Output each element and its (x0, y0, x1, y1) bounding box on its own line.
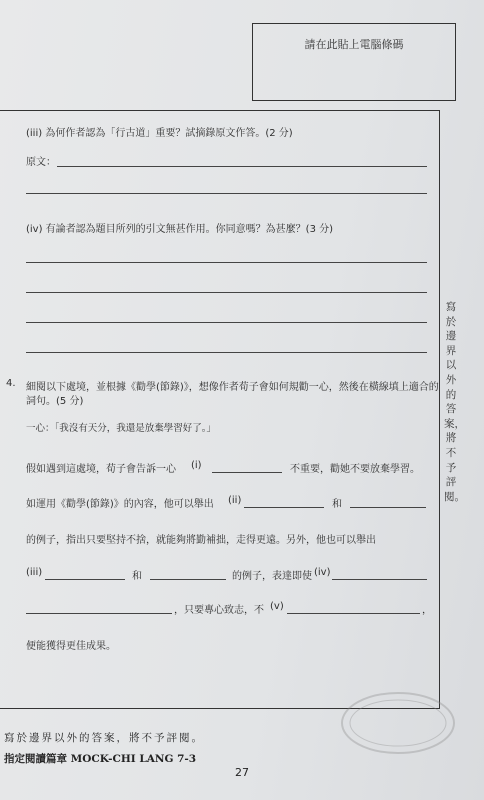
blank-iii-b[interactable] (150, 579, 226, 580)
question-iv-prompt: (iv) 有論者認為題目所列的引文無甚作用。你同意嗎？為甚麼？(3 分) (26, 224, 334, 235)
question-4-number: 4. (6, 378, 16, 389)
blank-ii-label: (ii) (228, 495, 242, 506)
barcode-label: 請在此貼上電腦條碼 (304, 38, 404, 51)
blank-v-label: (v) (270, 601, 284, 612)
blank-i[interactable] (212, 472, 282, 473)
row1-text: 假如遇到這處境，荀子會告訴一心 (26, 464, 176, 475)
question-iii-prompt: (iii) 為何作者認為「行古道」重要？試摘錄原文作答。(2 分) (26, 128, 293, 139)
row3-text: 的例子，指出只要堅持不捨，就能夠將勤補拙，走得更遠。另外，他也可以舉出 (26, 535, 376, 546)
blank-ii-b[interactable] (350, 507, 426, 508)
footer-title: 指定閱讀篇章 MOCK-CHI LANG 7-3 (4, 753, 197, 765)
footer-warning: 寫於邊界以外的答案，將不予評閱。 (4, 732, 204, 744)
blank-iii-label: (iii) (26, 567, 43, 578)
answer-line[interactable] (26, 322, 427, 323)
row6-text: 便能獲得更佳成果。 (26, 641, 116, 652)
blank-iii-a[interactable] (45, 579, 125, 580)
blank-iv-label: (iv) (314, 567, 331, 578)
blank-iv-a[interactable] (332, 579, 427, 580)
watermark-stamp-icon (338, 688, 458, 758)
question-4-prompt-line1: 細閱以下處境，並根據《勸學(節錄)》，想像作者荀子會如何規勸一心，然後在橫線填上適合的 (26, 382, 439, 393)
margin-warning-vertical: 寫於邊界以外的答案，將不予評閱。 (444, 301, 465, 503)
row2-and: 和 (332, 499, 342, 510)
row1-tail: 不重要，勸她不要放棄學習。 (290, 464, 420, 475)
blank-v[interactable] (287, 613, 420, 614)
blank-ii-a[interactable] (244, 507, 324, 508)
answer-frame (0, 110, 440, 709)
barcode-box (252, 23, 456, 101)
row2-text: 如運用《勸學(節錄)》的內容，他可以舉出 (26, 499, 214, 510)
question-4-prompt-line2: 詞句。(5 分) (26, 396, 84, 407)
row5-comma: ， (422, 605, 432, 616)
original-text-label: 原文： (26, 157, 56, 168)
quote-yixin: 一心：「我沒有天分，我還是放棄學習好了。」 (26, 423, 217, 434)
row4-and: 和 (132, 571, 142, 582)
answer-line[interactable] (57, 166, 427, 167)
answer-line[interactable] (26, 262, 427, 263)
row5-text: ，只要專心致志，不 (174, 605, 264, 616)
answer-line[interactable] (26, 292, 427, 293)
answer-line[interactable] (26, 352, 427, 353)
row4-text: 的例子，表達即使 (232, 571, 312, 582)
blank-iv-b[interactable] (26, 613, 172, 614)
blank-i-label: (i) (191, 460, 202, 471)
answer-line[interactable] (26, 193, 427, 194)
page-number: 27 (235, 766, 249, 779)
